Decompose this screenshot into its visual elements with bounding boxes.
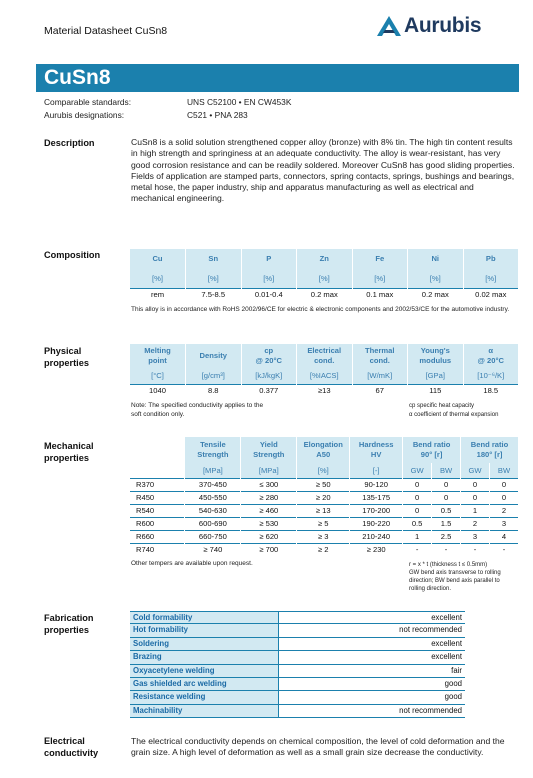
table-cell: 0.5	[432, 504, 461, 517]
temper-designation: R450	[130, 491, 185, 504]
mechanical-unit: [%]	[297, 463, 350, 478]
fabrication-property: Machinability	[130, 705, 278, 717]
table-cell: 540-630	[185, 504, 241, 517]
table-cell: -	[432, 543, 461, 556]
header-line: cond.	[369, 356, 390, 365]
table-cell: 2.5	[432, 530, 461, 543]
physical-table	[130, 344, 519, 397]
temper-designation: R540	[130, 504, 185, 517]
page-header	[0, 0, 533, 62]
temper-designation: R660	[130, 530, 185, 543]
table-cell: 0	[432, 491, 461, 504]
composition-unit: [%]	[352, 269, 408, 288]
header-line: modulus	[419, 356, 452, 365]
table-cell: 0	[403, 491, 432, 504]
header-line: 90° [r]	[420, 450, 443, 459]
header-line: cond.	[314, 356, 335, 365]
fabrication-rating: good	[278, 678, 465, 690]
header-line: Young's	[420, 346, 450, 355]
table-cell: 210-240	[350, 530, 403, 543]
physical-header-electrical-cond	[297, 344, 353, 368]
physical-unit: [kJ/kgK]	[241, 368, 297, 384]
table-cell: 3	[461, 530, 490, 543]
physical-unit: [10⁻⁶/K]	[463, 368, 519, 384]
physical-unit: [W/mK]	[352, 368, 408, 384]
table-cell: 0	[403, 478, 432, 491]
physical-header-thermal-cond	[352, 344, 408, 368]
table-row	[130, 504, 519, 517]
comparable-standards-value: UNS C52100 • EN CW453K	[187, 97, 292, 107]
table-cell: ≥ 13	[297, 504, 350, 517]
physical-value: ≥13	[297, 384, 353, 397]
note-line: r = x * t (thickness t ≤ 0.5mm)	[409, 562, 488, 568]
header-line: Elongation	[303, 440, 343, 449]
mechanical-heading-line-2: properties	[44, 453, 89, 463]
composition-value: 0.2 max	[408, 288, 464, 301]
header-line: Melting	[144, 346, 171, 355]
fabrication-row	[130, 665, 465, 678]
fabrication-rating: not recommended	[278, 624, 465, 636]
table-cell: ≥ 230	[350, 543, 403, 556]
note-line: soft condition only.	[131, 410, 185, 418]
table-cell: 190-220	[350, 517, 403, 530]
mechanical-rows	[130, 478, 519, 556]
composition-value: 7.5-8.5	[186, 288, 242, 301]
mechanical-note-right	[409, 561, 521, 593]
mechanical-heading-line-1: Mechanical	[44, 441, 94, 451]
note-line: α coefficient of thermal expansion	[409, 411, 499, 418]
table-cell: 0	[461, 491, 490, 504]
header-line: @ 20°C	[477, 356, 504, 365]
aurubis-designations-value: C521 • PNA 283	[187, 110, 248, 120]
composition-table	[130, 249, 519, 301]
table-cell: -	[461, 543, 490, 556]
composition-header-zn: Zn	[297, 249, 353, 269]
table-row	[130, 543, 519, 556]
mechanical-unit: [MPa]	[185, 463, 241, 478]
physical-value: 67	[352, 384, 408, 397]
brand-logo	[376, 12, 481, 40]
temper-designation: R740	[130, 543, 185, 556]
fabrication-rating: not recommended	[278, 705, 465, 717]
header-line: A50	[316, 450, 331, 459]
mechanical-header-yield	[241, 437, 297, 463]
table-cell: ≥ 3	[297, 530, 350, 543]
header-line: Density	[199, 351, 227, 360]
composition-heading: Composition	[44, 250, 101, 260]
fabrication-property: Brazing	[130, 651, 278, 663]
fabrication-property: Hot formability	[130, 624, 278, 636]
physical-header-cp	[241, 344, 297, 368]
note-line: GW bend axis transverse to rolling	[409, 570, 501, 576]
note-line: rolling direction.	[409, 586, 452, 592]
logo-wordmark: Aurubis	[404, 14, 482, 37]
composition-unit: [%]	[186, 269, 242, 288]
fabrication-row	[130, 705, 465, 718]
mechanical-header-elongation	[297, 437, 350, 463]
electrical-heading	[44, 735, 98, 759]
table-cell: ≥ 530	[241, 517, 297, 530]
composition-value: 0.1 max	[352, 288, 408, 301]
table-cell: ≥ 20	[297, 491, 350, 504]
mechanical-unit-blank	[130, 463, 185, 478]
fabrication-row	[130, 678, 465, 691]
table-cell: 660-750	[185, 530, 241, 543]
header-line: Thermal	[364, 346, 395, 355]
table-cell: 0	[490, 491, 519, 504]
physical-header-melting-point	[130, 344, 186, 368]
fabrication-rating: excellent	[278, 638, 465, 650]
note-line: Note: The specified conductivity applies to the	[131, 402, 264, 409]
table-cell: 1	[403, 530, 432, 543]
table-cell: 0	[432, 478, 461, 491]
composition-value: 0.02 max	[463, 288, 519, 301]
fabrication-row	[130, 638, 465, 651]
fabrication-rating: excellent	[278, 612, 465, 623]
table-cell: ≤ 300	[241, 478, 297, 491]
mechanical-header-blank	[130, 437, 185, 463]
table-cell: ≥ 280	[241, 491, 297, 504]
fabrication-row	[130, 691, 465, 704]
composition-value: 0.01-0.4	[241, 288, 297, 301]
fabrication-table	[130, 611, 465, 718]
physical-heading	[44, 345, 89, 369]
physical-heading-line-1: Physical	[44, 346, 82, 356]
fabrication-rating: good	[278, 691, 465, 703]
header-line: Tensile	[200, 440, 226, 449]
table-cell: 4	[490, 530, 519, 543]
physical-note-left	[131, 402, 331, 419]
table-row	[130, 517, 519, 530]
table-cell: ≥ 5	[297, 517, 350, 530]
header-line: cp	[264, 346, 274, 355]
table-cell: 1.5	[432, 517, 461, 530]
material-name-band	[36, 64, 519, 92]
mechanical-header-bend-90	[403, 437, 461, 463]
description-heading: Description	[44, 138, 95, 148]
header-line: Bend ratio	[470, 440, 509, 449]
table-cell: 3	[490, 517, 519, 530]
table-cell: 90-120	[350, 478, 403, 491]
physical-unit: [°C]	[130, 368, 186, 384]
table-cell: 0	[403, 504, 432, 517]
table-row	[130, 491, 519, 504]
composition-unit: [%]	[241, 269, 297, 288]
header-line: Strength	[253, 450, 285, 459]
mechanical-unit: GW	[461, 463, 490, 478]
physical-unit: [g/cm³]	[186, 368, 242, 384]
electrical-heading-line-2: conductivity	[44, 748, 99, 758]
header-line: point	[148, 356, 167, 365]
mechanical-unit: BW	[490, 463, 519, 478]
mechanical-unit: [-]	[350, 463, 403, 478]
composition-unit: [%]	[130, 269, 186, 288]
physical-heading-line-2: properties	[44, 358, 89, 368]
physical-value: 115	[408, 384, 464, 397]
mechanical-header-tensile	[185, 437, 241, 463]
table-row	[130, 530, 519, 543]
fabrication-heading-line-2: properties	[44, 625, 89, 635]
physical-unit: [%IACS]	[297, 368, 353, 384]
physical-header-alpha	[463, 344, 519, 368]
table-cell: -	[490, 543, 519, 556]
material-name: CuSn8	[44, 66, 111, 89]
table-cell: ≥ 620	[241, 530, 297, 543]
composition-header-cu: Cu	[130, 249, 186, 269]
physical-value: 1040	[130, 384, 186, 397]
composition-header-p: P	[241, 249, 297, 269]
table-cell: 370-450	[185, 478, 241, 491]
description-text	[131, 137, 516, 205]
fabrication-row	[130, 651, 465, 664]
table-cell: 600-690	[185, 517, 241, 530]
fabrication-row	[130, 611, 465, 624]
mechanical-unit: BW	[432, 463, 461, 478]
fabrication-heading-line-1: Fabrication	[44, 613, 94, 623]
table-cell: ≥ 700	[241, 543, 297, 556]
mechanical-unit: [MPa]	[241, 463, 297, 478]
composition-header-ni: Ni	[408, 249, 464, 269]
note-line: cp specific heat capacity	[409, 403, 475, 409]
table-cell: 135-175	[350, 491, 403, 504]
table-cell: 2	[490, 504, 519, 517]
composition-unit: [%]	[408, 269, 464, 288]
table-cell: 1	[461, 504, 490, 517]
table-cell: 0	[490, 478, 519, 491]
note-line: direction; BW bend axis parallel to	[409, 578, 500, 584]
table-cell: 450-550	[185, 491, 241, 504]
fabrication-rating: fair	[278, 665, 465, 677]
fabrication-rating: excellent	[278, 651, 465, 663]
electrical-heading-line-1: Electrical	[44, 736, 85, 746]
mechanical-unit: GW	[403, 463, 432, 478]
table-cell: ≥ 2	[297, 543, 350, 556]
header-line: Hardness	[358, 440, 394, 449]
description-paragraph-1: CuSn8 is a solid solution strengthened copper alloy (bronze) with 8% tin. The high tin content results in high strength and springiness at an adequate conductivity. The alloy is wear-resistant, has very good corrosion resistance and can be readily soldered. Moreover CuSn8 has good sliding properties.	[131, 137, 515, 170]
description-paragraph-2: Fields of application are stamped parts, connectors, spring contacts, springs, bushings and bearings, metal hose, the paper industry, ship and apparatus manufacturing as well as electrical and mechanical engineering.	[131, 170, 515, 204]
fabrication-property: Resistance welding	[130, 691, 278, 703]
composition-value: rem	[130, 288, 186, 301]
table-cell: ≥ 460	[241, 504, 297, 517]
composition-header-sn: Sn	[186, 249, 242, 269]
comparable-standards-label: Comparable standards:	[44, 97, 132, 107]
aurubis-a-mark-icon	[376, 15, 402, 37]
mechanical-note-left: Other tempers are available upon request.	[131, 560, 253, 567]
fabrication-property: Oxyacetylene welding	[130, 665, 278, 677]
physical-header-density	[186, 344, 242, 368]
table-row	[130, 478, 519, 491]
fabrication-property: Cold formability	[130, 612, 278, 623]
composition-header-pb: Pb	[463, 249, 519, 269]
document-title: Material Datasheet CuSn8	[44, 25, 168, 37]
header-line: HV	[370, 450, 382, 459]
fabrication-row	[130, 624, 465, 637]
fabrication-heading	[44, 612, 94, 636]
table-cell: 0	[461, 478, 490, 491]
table-cell: 0.5	[403, 517, 432, 530]
header-line: α	[488, 346, 494, 355]
header-line: Electrical	[307, 346, 342, 355]
composition-unit: [%]	[297, 269, 353, 288]
composition-header-fe: Fe	[352, 249, 408, 269]
temper-designation: R600	[130, 517, 185, 530]
composition-value: 0.2 max	[297, 288, 353, 301]
header-line: Yield	[259, 440, 278, 449]
aurubis-designations-label: Aurubis designations:	[44, 110, 125, 120]
mechanical-header-hardness	[350, 437, 403, 463]
table-cell: 2	[461, 517, 490, 530]
temper-designation: R370	[130, 478, 185, 491]
physical-value: 18.5	[463, 384, 519, 397]
table-cell: -	[403, 543, 432, 556]
mechanical-heading	[44, 440, 94, 464]
table-cell: ≥ 740	[185, 543, 241, 556]
header-line: Strength	[197, 450, 229, 459]
mechanical-header-bend-180	[461, 437, 519, 463]
physical-note-right	[409, 402, 519, 419]
fabrication-property: Soldering	[130, 638, 278, 650]
physical-unit: [GPa]	[408, 368, 464, 384]
physical-value: 8.8	[186, 384, 242, 397]
mechanical-table	[130, 437, 519, 556]
composition-unit: [%]	[463, 269, 519, 288]
table-cell: ≥ 50	[297, 478, 350, 491]
header-line: @ 20°C	[255, 356, 282, 365]
composition-note: This alloy is in accordance with RoHS 2002/96/CE for electric & electronic components and 2002/53/CE for the automotive industry.	[131, 306, 510, 313]
electrical-text: The electrical conductivity depends on chemical composition, the level of cold deformation and the grain size. A high level of deformation as well as a small grain size decrease the conductivity.	[131, 736, 505, 758]
table-cell: 170-200	[350, 504, 403, 517]
fabrication-property: Gas shielded arc welding	[130, 678, 278, 690]
physical-header-youngs-modulus	[408, 344, 464, 368]
physical-value: 0.377	[241, 384, 297, 397]
header-line: Bend ratio	[412, 440, 451, 449]
header-line: 180° [r]	[476, 450, 503, 459]
